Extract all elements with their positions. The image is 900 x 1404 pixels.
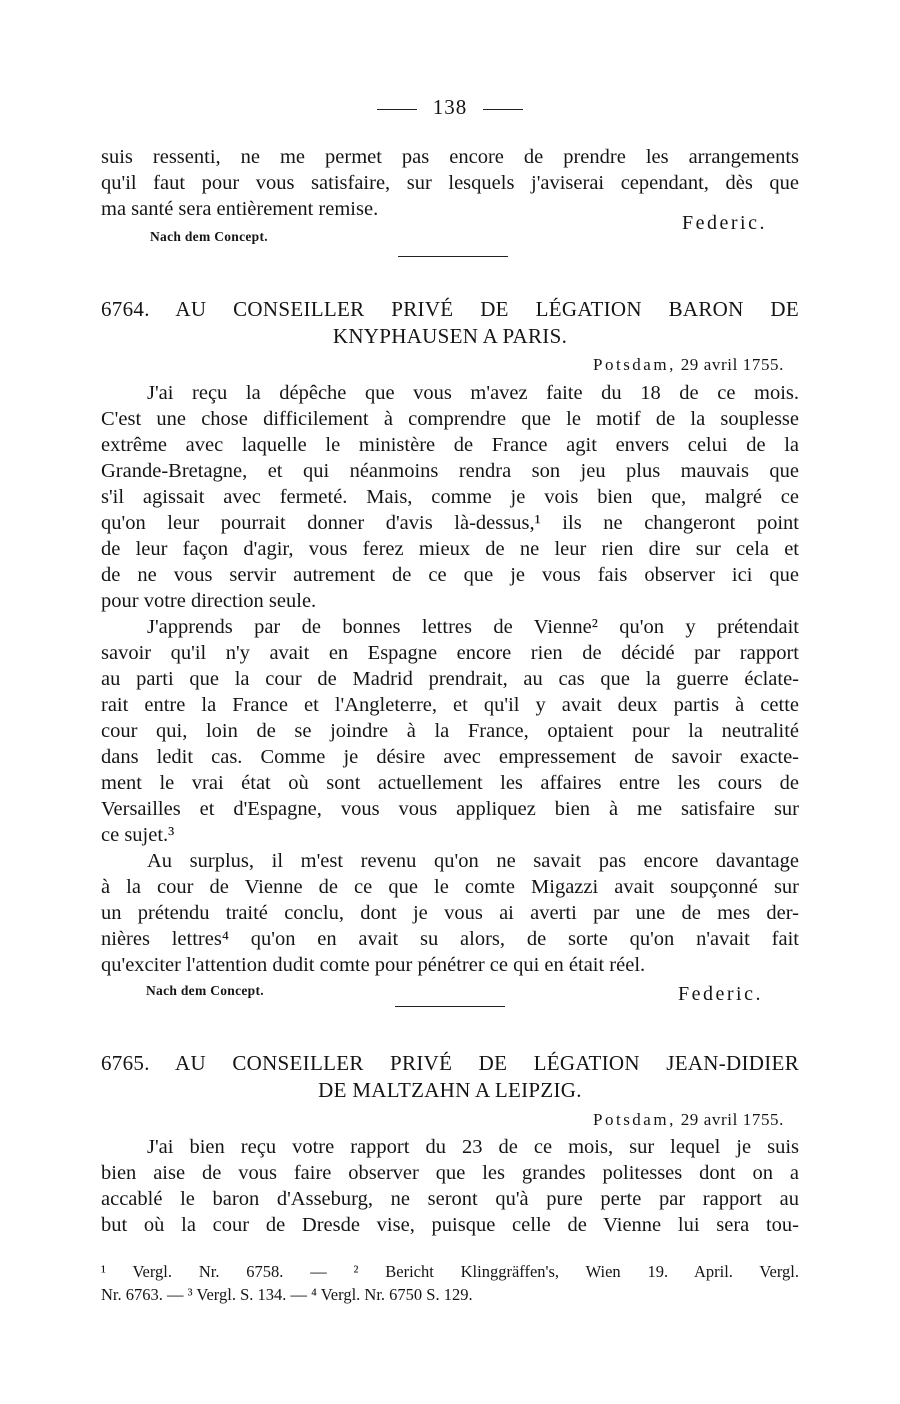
header-dash-left — [377, 109, 417, 110]
text-line: s'il agissait avec fermeté. Mais, comme je vois bien que, malgré ce — [101, 486, 799, 508]
text-line: Au surplus, il m'est revenu qu'on ne savait pas encore davantage — [147, 850, 799, 872]
dateline — [593, 1110, 784, 1130]
place: Potsdam, — [593, 355, 676, 374]
text-line: ment le vrai état où sont actuellement les affaires entre les cours de — [101, 772, 799, 794]
text-line: au parti que la cour de Madrid prendrait, au cas que la guerre éclate- — [101, 668, 799, 690]
heading-line: KNYPHAUSEN A PARIS. — [332, 324, 568, 348]
text-line: rait entre la France et l'Angleterre, et qu'il y avait deux partis à cette — [101, 694, 799, 716]
letter-heading — [101, 1050, 799, 1104]
text-line: J'ai reçu la dépêche que vous m'avez faite du 18 de ce mois. — [147, 382, 799, 404]
text-line: savoir qu'il n'y avait en Espagne encore rien de décidé par rapport — [101, 642, 799, 664]
source-note: Nach dem Concept. — [150, 229, 268, 244]
text-line: bien aise de vous faire observer que les grandes politesses dont on a — [101, 1162, 799, 1184]
letter-heading — [101, 296, 799, 350]
text-line: dans ledit cas. Comme je désire avec empressement de savoir exacte- — [101, 746, 799, 768]
text-line: J'ai bien reçu votre rapport du 23 de ce mois, sur lequel je suis — [147, 1136, 799, 1158]
text-line: qu'on leur pourrait donner d'avis là-dessus,¹ ils ne changeront point — [101, 512, 799, 534]
text-line: de leur façon d'agir, vous ferez mieux de ne leur rien dire sur cela et — [101, 538, 799, 560]
section-divider — [398, 256, 508, 257]
text-line: ma santé sera entièrement remise. — [101, 198, 379, 220]
letter-body — [101, 380, 799, 978]
text-line: qu'exciter l'attention dudit comte pour pénétrer ce qui en était réel. — [101, 954, 646, 976]
text-line: but où la cour de Dresde vise, puisque celle de Vienne lui sera tou- — [101, 1214, 799, 1236]
text-line: ce sujet.³ — [101, 824, 175, 846]
text-line: accablé le baron d'Asseburg, ne seront qu'à pure perte par rapport au — [101, 1188, 799, 1210]
date: 29 avril 1755. — [680, 355, 784, 374]
text-line: C'est une chose difficilement à comprendre que le motif de la souplesse — [101, 408, 799, 430]
place: Potsdam, — [593, 1110, 676, 1129]
text-line: Grande-Bretagne, et qui néanmoins rendra son jeu plus mauvais que — [101, 460, 799, 482]
letter-body — [101, 1134, 799, 1238]
signature: Federic. — [682, 212, 767, 234]
text-line: Versailles et d'Espagne, vous vous appliquez bien à me satisfaire sur — [101, 798, 799, 820]
text-line: cour qui, loin de se joindre à la France, optaient pour la neutralité — [101, 720, 799, 742]
section-divider — [395, 1006, 505, 1007]
text-line: un prétendu traité conclu, dont je vous ai averti par une de mes der- — [101, 902, 799, 924]
text-line: nières lettres⁴ qu'on en avait su alors, de sorte qu'on n'avait fait — [101, 928, 799, 950]
dateline — [593, 355, 784, 375]
heading-line: 6764. AU CONSEILLER PRIVÉ DE LÉGATION BARON DE — [101, 297, 799, 321]
heading-line: DE MALTZAHN A LEIPZIG. — [318, 1078, 582, 1102]
text-line: J'apprends par de bonnes lettres de Vienne² qu'on y prétendait — [147, 616, 799, 638]
footnote-line: ¹ Vergl. Nr. 6758. — ² Bericht Klinggräffen's, Wien 19. April. Vergl. — [101, 1262, 799, 1281]
carryover-paragraph — [101, 144, 799, 222]
heading-line: 6765. AU CONSEILLER PRIVÉ DE LÉGATION JEAN-DIDIER — [101, 1051, 799, 1075]
text-line: pour votre direction seule. — [101, 590, 317, 612]
page-number: 138 — [432, 95, 468, 119]
text-line: qu'il faut pour vous satisfaire, sur lesquels j'aviserai cependant, dès que — [101, 172, 799, 194]
source-note: Nach dem Concept. — [146, 983, 264, 998]
text-line: extrême avec laquelle le ministère de France agit envers celui de la — [101, 434, 799, 456]
text-line: de ne vous servir autrement de ce que je vous fais observer ici que — [101, 564, 799, 586]
signature: Federic. — [678, 983, 763, 1005]
text-line: suis ressenti, ne me permet pas encore de prendre les arrangements — [101, 146, 799, 168]
footnote-line: Nr. 6763. — ³ Vergl. S. 134. — ⁴ Vergl. Nr. 6750 S. 129. — [101, 1285, 473, 1304]
text-line: à la cour de Vienne de ce que le comte Migazzi avait soupçonné sur — [101, 876, 799, 898]
page-number-header — [0, 95, 900, 120]
header-dash-right — [483, 109, 523, 110]
footnotes — [101, 1260, 799, 1306]
date: 29 avril 1755. — [680, 1110, 784, 1129]
